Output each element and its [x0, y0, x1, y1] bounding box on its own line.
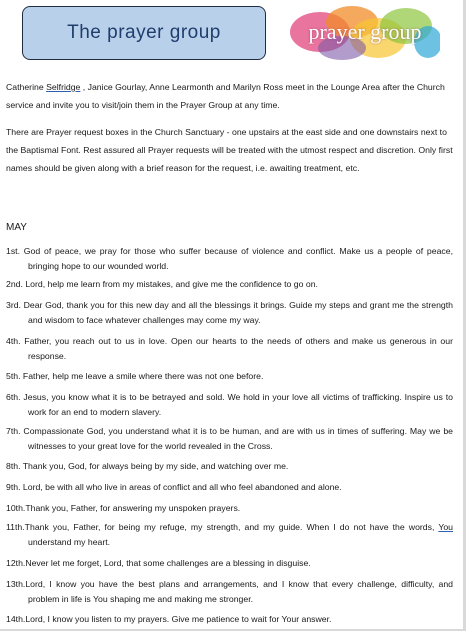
prayer-8: 8th. Thank you, God, for always being by my side, and watching over me.	[6, 461, 289, 471]
prayer-10: 10th.Thank you, Father, for answering my unspoken prayers.	[6, 503, 241, 513]
logo-text: prayer group	[308, 19, 422, 44]
prayer-4: 4th. Father, you reach out to us in love. Open our hearts to the needs of others and make us generous in our response.	[6, 336, 453, 361]
prayer-14: 14th.Lord, I know you listen to my prayers. Give me patience to wait for Your answer.	[6, 614, 332, 624]
prayer-11: 11th.Thank you, Father, for being my refuge, my strength, and my guide. When I do not have the words, You understand my heart.	[6, 522, 453, 547]
prayer-7: 7th. Compassionate God, you understand what it is to be human, and are with us in times of suffering. May we be witnesses to your great love for the world revealed in the Cross.	[6, 426, 453, 451]
underlined-name: Selfridge	[46, 82, 81, 92]
prayer-9: 9th. Lord, be with all who live in areas of conflict and all who feel abandoned and alone.	[6, 482, 342, 492]
month-heading: MAY	[6, 222, 27, 233]
prayer-5: 5th. Father, help me leave a smile where there was not one before.	[6, 371, 264, 381]
prayer-3: 3rd. Dear God, thank you for this new day and all the blessings it brings. Guide my steps and grant me the strength and wisdom to face whatever challenges may come my way.	[6, 300, 453, 325]
prayer-12: 12th.Never let me forget, Lord, that some challenges are a blessing in disguise.	[6, 558, 311, 568]
page-title: The prayer group	[67, 22, 221, 43]
intro-paragraph-2: There are Prayer request boxes in the Church Sanctuary - one upstairs at the east side and one downstairs next to the Baptismal Font. Rest assured all Prayer requests will be treated with the utmost respect and discretion. Only first names should be given along with a brief reason for the request, i.e. awaiting treatment, etc.	[6, 127, 453, 173]
prayer-group-logo	[290, 6, 440, 62]
underlined-word: You	[438, 522, 453, 532]
intro-paragraph-1: Catherine Selfridge , Janice Gourlay, Anne Learmonth and Marilyn Ross meet in the Lounge Area after the Church service and invite you to visit/join them in the Prayer Group at any time.	[6, 82, 445, 110]
prayer-13: 13th.Lord, I know you have the best plans and arrangements, and I know that every challenge, difficulty, and problem in life is You shaping me and making me stronger.	[6, 579, 453, 604]
prayer-2: 2nd. Lord, help me learn from my mistakes, and give me the confidence to go on.	[6, 279, 318, 289]
title-box	[22, 6, 266, 60]
prayer-1: 1st. God of peace, we pray for those who suffer because of violence and conflict. Make us a people of peace, bringing hope to our wounded world.	[6, 246, 453, 271]
prayer-6: 6th. Jesus, you know what it is to be betrayed and sold. We hold in your love all victims of trafficking. Inspire us to work for an end to modern slavery.	[6, 392, 453, 417]
